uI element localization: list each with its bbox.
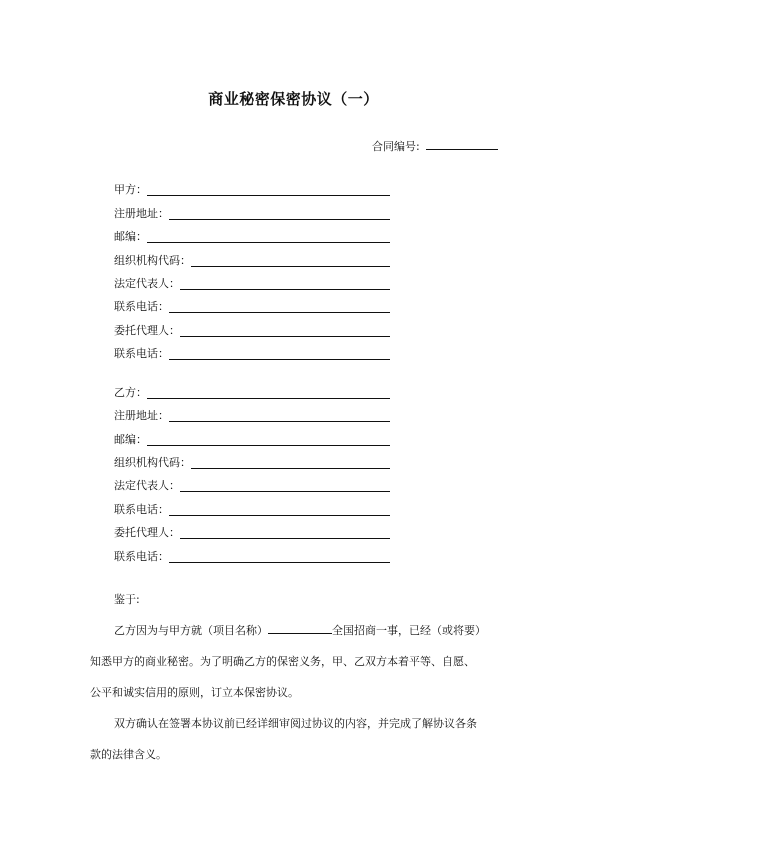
- field-label: 组织机构代码：: [114, 456, 191, 469]
- field-label: 委托代理人：: [114, 526, 180, 539]
- field-label: 联系电话：: [114, 503, 169, 516]
- fill-in-line[interactable]: [169, 218, 390, 220]
- paragraph-1-line-3: 公平和诚实信用的原则，订立本保密协议。: [90, 686, 299, 699]
- party-b-agent-phone-row: [114, 548, 390, 564]
- party-a-postcode-row: [114, 228, 390, 244]
- paragraph-1-line-1: [114, 622, 534, 638]
- paragraph-2-line-2: 款的法律含义。: [90, 748, 167, 761]
- fill-in-line[interactable]: [191, 265, 390, 267]
- paragraph-2-line-1: 双方确认在签署本协议前已经详细审阅过协议的内容，并完成了解协议各条: [114, 717, 477, 730]
- fill-in-line[interactable]: [169, 561, 390, 563]
- project-name-blank[interactable]: [268, 623, 332, 634]
- fill-in-line[interactable]: [169, 420, 390, 422]
- field-label: 法定代表人：: [114, 479, 180, 492]
- text-span: 乙方因为与甲方就（项目名称）: [114, 624, 268, 637]
- field-label: 联系电话：: [114, 347, 169, 360]
- contract-number-label: 合同编号:: [372, 140, 420, 153]
- party-b-name-row: [114, 384, 390, 400]
- party-b-legal-rep-row: [114, 477, 390, 493]
- field-label: 邮编：: [114, 230, 147, 243]
- party-a-name-row: [114, 181, 390, 197]
- party-b-agent-row: [114, 524, 390, 540]
- fill-in-line[interactable]: [147, 241, 390, 243]
- fill-in-line[interactable]: [180, 490, 390, 492]
- field-label: 注册地址：: [114, 207, 169, 220]
- field-label: 组织机构代码：: [114, 254, 191, 267]
- field-label: 注册地址：: [114, 409, 169, 422]
- party-a-address-row: [114, 205, 390, 221]
- field-label: 联系电话：: [114, 550, 169, 563]
- fill-in-line[interactable]: [147, 397, 390, 399]
- contract-number-blank[interactable]: [426, 138, 498, 150]
- party-a-agent-row: [114, 322, 390, 338]
- paragraph-1-line-2: 知悉甲方的商业秘密。为了明确乙方的保密义务，甲、乙双方本着平等、自愿、: [90, 655, 475, 668]
- field-label: 甲方：: [114, 183, 147, 196]
- field-label: 委托代理人：: [114, 324, 180, 337]
- whereas-heading: 鉴于:: [114, 593, 140, 606]
- field-label: 邮编：: [114, 433, 147, 446]
- fill-in-line[interactable]: [191, 467, 390, 469]
- fill-in-line[interactable]: [180, 335, 390, 337]
- fill-in-line[interactable]: [169, 514, 390, 516]
- field-label: 乙方：: [114, 386, 147, 399]
- fill-in-line[interactable]: [147, 444, 390, 446]
- field-label: 法定代表人：: [114, 277, 180, 290]
- party-b-postcode-row: [114, 431, 390, 447]
- page-title: 商业秘密保密协议（一）: [208, 90, 379, 108]
- party-b-address-row: [114, 407, 390, 423]
- field-label: 联系电话：: [114, 300, 169, 313]
- party-a-agent-phone-row: [114, 345, 390, 361]
- fill-in-line[interactable]: [169, 358, 390, 360]
- party-a-legal-rep-row: [114, 275, 390, 291]
- party-a-org-code-row: [114, 252, 390, 268]
- party-b-org-code-row: [114, 454, 390, 470]
- fill-in-line[interactable]: [180, 537, 390, 539]
- party-a-phone-row: [114, 298, 390, 314]
- text-span: 全国招商一事，已经（或将要）: [332, 624, 486, 637]
- fill-in-line[interactable]: [169, 311, 390, 313]
- fill-in-line[interactable]: [147, 194, 390, 196]
- party-b-phone-row: [114, 501, 390, 517]
- contract-number: [372, 138, 498, 154]
- fill-in-line[interactable]: [180, 288, 390, 290]
